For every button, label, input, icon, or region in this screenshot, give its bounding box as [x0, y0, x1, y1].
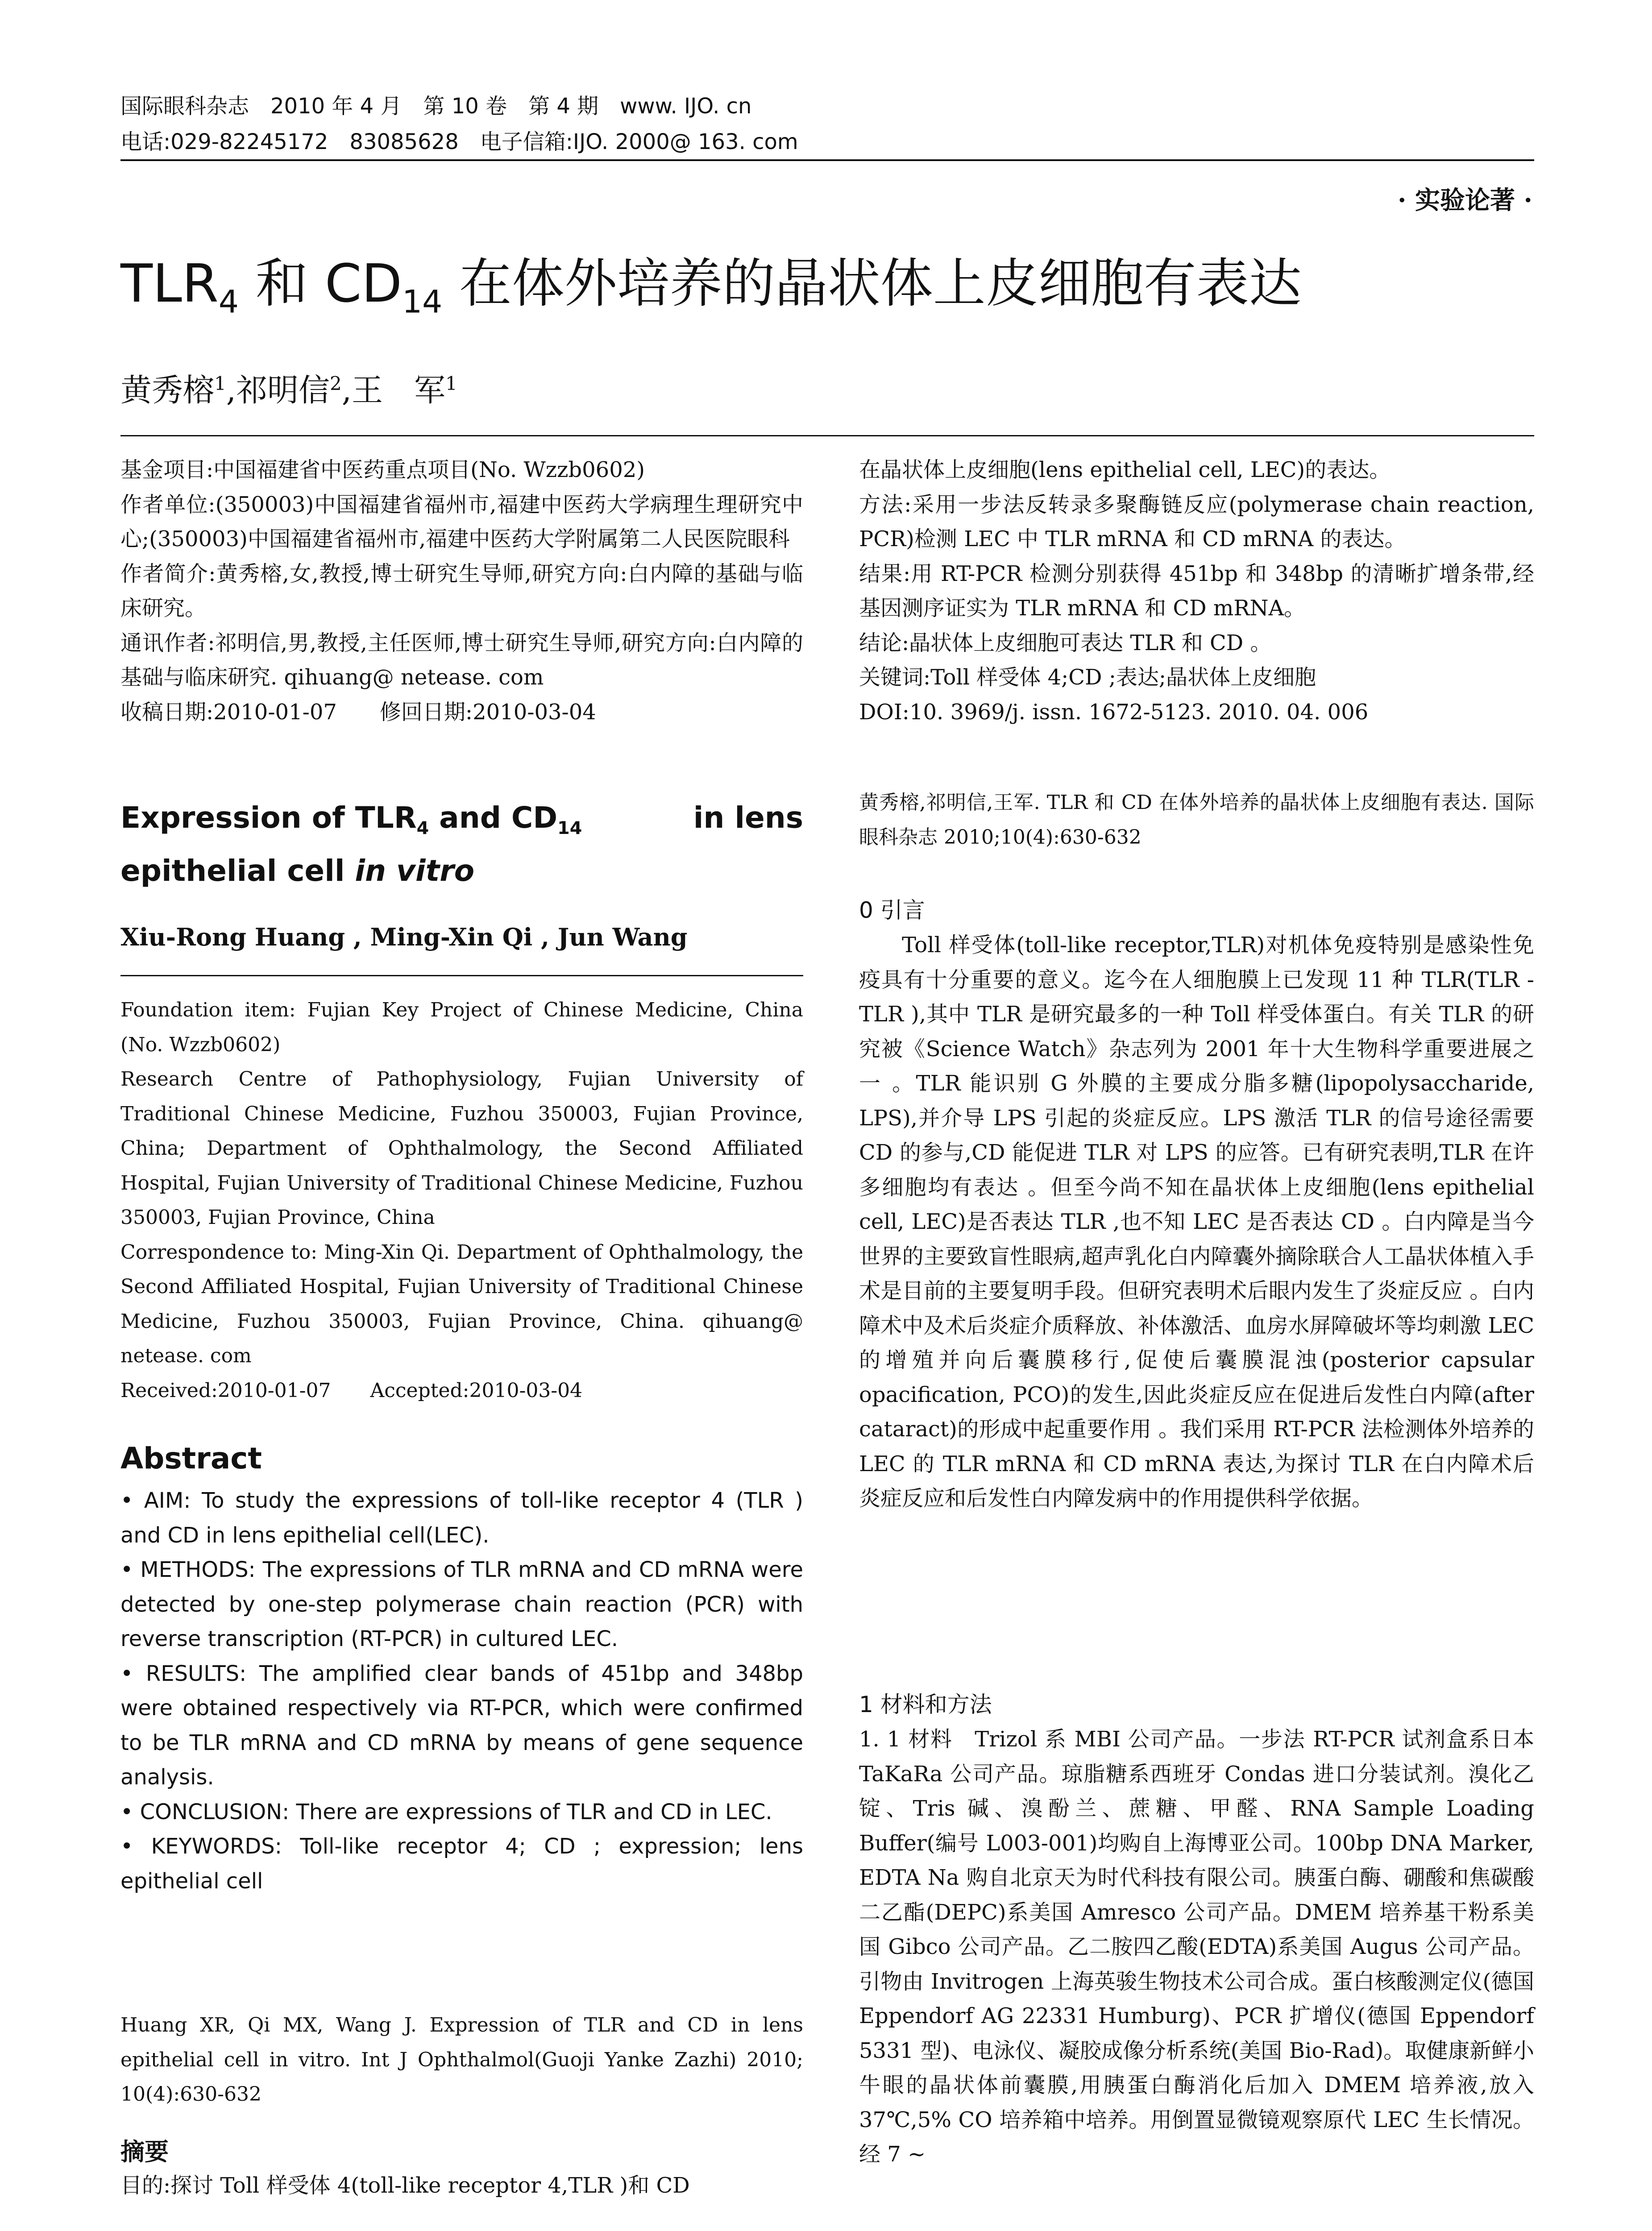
section-tag: · 实验论著 ·	[1398, 186, 1532, 215]
abstract-heading: Abstract	[120, 1441, 262, 1476]
cn-citation: 黄秀榕,祁明信,王军. TLR 和 CD 在体外培养的晶状体上皮细胞有表达. 国际眼科杂志 2010;10(4):630-632	[859, 791, 1534, 849]
english-citation: Huang XR, Qi MX, Wang J. Expression of TLR and CD in lens epithelial cell in vitro. Int J Ophthalmol(Guoji Yanke Zazhi) 2010; 10(4):630-632	[120, 2014, 803, 2106]
english-correspondence: Correspondence to: Ming-Xin Qi. Department of Ophthalmology, the Second Affiliated Hospital, Fujian University of Traditional Chinese Medicine, Fuzhou 350003, Fujian Province, China. qihuang@ netease. com	[120, 1240, 803, 1367]
header-rule	[120, 159, 1534, 161]
cn-abstract-conclusion: 结论:晶状体上皮细胞可表达 TLR 和 CD 。	[859, 630, 1272, 655]
english-title-line-1	[120, 796, 803, 850]
en-title-part-d: epithelial cell	[120, 854, 355, 888]
en-title-part-b: and CD	[429, 800, 558, 835]
english-authors-rule	[120, 975, 803, 976]
english-affiliation: Research Centre of Pathophysiology, Fujian University of Traditional Chinese Medicine, Fuzhou 350003, Fujian Province, China; Department of Ophthalmology, the Second Affiliated Hospital, Fujian University of Traditional Chinese Medicine, Fuzhou 350003, Fujian Province, China	[120, 1068, 803, 1229]
en-title-part-a: Expression of TLR	[120, 800, 417, 835]
author-1-affiliation: 1	[214, 373, 226, 394]
en-title-italic: in vitro	[355, 854, 475, 888]
journal-header-line: 国际眼科杂志 2010 年 4 月 第 10 卷 第 4 期 www. IJO. cn	[120, 94, 752, 119]
english-title-line-2	[120, 850, 803, 892]
english-title	[120, 796, 803, 892]
author-bio: 作者简介:黄秀榕,女,教授,博士研究生导师,研究方向:白内障的基础与临床研究。	[120, 561, 803, 621]
authors-cn	[120, 361, 457, 412]
abstract-conclusion: • CONCLUSION: There are expressions of TLR and CD in LEC.	[120, 1799, 772, 1825]
title-subscript-1: 4	[218, 283, 239, 320]
abstract-aim: • AIM: To study the expressions of toll-like receptor 4 (TLR ) and CD in lens epithelial cell(LEC).	[120, 1488, 803, 1548]
dates-info: 收稿日期:2010-01-07 修回日期:2010-03-04	[120, 699, 596, 725]
abstract-results: • RESULTS: The amplified clear bands of 451bp and 348bp were obtained respectively via RT-PCR, which were confirmed to be TLR mRNA and CD mRNA by means of gene sequence analysis.	[120, 1661, 803, 1790]
author-1: 黄秀榕	[120, 372, 214, 409]
authors-rule	[120, 435, 1534, 436]
intro-paragraph: Toll 样受体(toll-like receptor,TLR)对机体免疫特别是感染性免疫具有十分重要的意义。迄今在人细胞膜上已发现 11 种 TLR(TLR - TLR ),其中 TLR 是研究最多的一种 Toll 样受体蛋白。有关 TLR 的研究被《Science Watch》杂志列为 2001 年十大生物科学重要进展之一 。TLR 能识别 G 外膜的主要成分脂多糖(lipopolysaccharide, LPS),并介导 LPS 引起的炎症反应。LPS 激活 TLR 的信号途径需要 CD 的参与,CD 能促进 TLR 对 LPS 的应答。已有研究表明,TLR 在许多细胞均有表达 。但至今尚不知在晶状体上皮细胞(lens epithelial cell, LEC)是否表达 TLR ,也不知 LEC 是否表达 CD 。白内障是当今世界的主要致盲性眼病,超声乳化白内障囊外摘除联合人工晶状体植入手术是目前的主要复明手段。但研究表明术后眼内发生了炎症反应 。白内障术中及术后炎症介质释放、补体激活、血房水屏障破坏等均刺激 LEC 的增殖并向后囊膜移行,促使后囊膜混浊(posterior capsular opacification, PCO)的发生,因此炎症反应在促进后发性白内障(after cataract)的形成中起重要作用 。我们采用 RT-PCR 法检测体外培养的 LEC 的 TLR mRNA 和 CD mRNA 表达,为探讨 TLR 在白内障术后炎症反应和后发性白内障发病中的作用提供科学依据。	[859, 933, 1534, 1511]
en-title-sub-2: 14	[557, 818, 582, 839]
title-part-3: 在体外培养的晶状体上皮细胞有表达	[442, 253, 1302, 314]
author-3-affiliation: 1	[445, 373, 457, 394]
cn-abstract-block	[859, 453, 1534, 730]
fund-info: 基金项目:中国福建省中医药重点项目(No. Wzzb0602)	[120, 457, 645, 482]
affiliation-info: 作者单位:(350003)中国福建省福州市,福建中医药大学病理生理研究中心;(350003)中国福建省福州市,福建中医药大学附属第二人民医院眼科	[120, 492, 803, 552]
contact-header-line: 电话:029-82245172 83085628 电子信箱:IJO. 2000@ 163. com	[120, 129, 798, 154]
doi: DOI:10. 3969/j. issn. 1672-5123. 2010. 04. 006	[859, 699, 1369, 725]
cn-abstract-methods: 方法:采用一步法反转录多聚酶链反应(polymerase chain reaction, PCR)检测 LEC 中 TLR mRNA 和 CD mRNA 的表达。	[859, 492, 1534, 552]
cn-keywords: 关键词:Toll 样受体 4;CD ;表达;晶状体上皮细胞	[859, 665, 1316, 690]
foundation-item: Foundation item: Fujian Key Project of Chinese Medicine, China (No. Wzzb0602)	[120, 999, 803, 1056]
cn-abstract-aim-right: 在晶状体上皮细胞(lens epithelial cell, LEC)的表达。	[859, 457, 1391, 482]
title-part-1: TLR	[120, 253, 219, 314]
en-title-expression	[120, 796, 582, 850]
title-subscript-2: 14	[402, 283, 443, 320]
author-2: ,祁明信	[226, 372, 330, 409]
cn-abstract-heading: 摘要	[120, 2138, 169, 2166]
intro-heading: 0 引言	[859, 897, 925, 923]
methods-paragraph: 1. 1 材料 Trizol 系 MBI 公司产品。一步法 RT-PCR 试剂盒系日本 TaKaRa 公司产品。琼脂糖系西班牙 Condas 进口分装试剂。溴化乙锭、Tris 碱、溴酚兰、蔗糖、甲醛、RNA Sample Loading Buffer(编号 L003-001)均购自上海博亚公司。100bp DNA Marker, EDTA Na 购自北京天为时代科技有限公司。胰蛋白酶、硼酸和焦碳酸二乙酯(DEPC)系美国 Amresco 公司产品。DMEM 培养基干粉系美国 Gibco 公司产品。乙二胺四乙酸(EDTA)系美国 Augus 公司产品。引物由 Invitrogen 上海英骏生物技术公司合成。蛋白核酸测定仪(德国 Eppendorf AG 22331 Humburg)、PCR 扩增仪(德国 Eppendorf 5331 型)、电泳仪、凝胶成像分析系统(美国 Bio-Rad)。取健康新鲜小牛眼的晶状体前囊膜,用胰蛋白酶消化后加入 DMEM 培养液,放入 37℃,5% CO 培养箱中培养。用倒置显微镜观察原代 LEC 生长情况。经 7 ~	[859, 1727, 1534, 2167]
english-info-block	[120, 993, 803, 1408]
methods-heading: 1 材料和方法	[859, 1692, 992, 1717]
english-authors: Xiu-Rong Huang , Ming-Xin Qi , Jun Wang	[120, 923, 688, 951]
author-3: ,王 军	[341, 372, 445, 409]
en-title-part-c: in lens	[693, 800, 803, 835]
english-dates: Received:2010-01-07 Accepted:2010-03-04	[120, 1379, 583, 1402]
abstract-methods: • METHODS: The expressions of TLR mRNA and CD mRNA were detected by one-step polymerase chain reaction (PCR) with reverse transcription (RT-PCR) in cultured LEC.	[120, 1557, 803, 1651]
left-info-block	[120, 453, 803, 730]
correspondence-info: 通讯作者:祁明信,男,教授,主任医师,博士研究生导师,研究方向:白内障的基础与临床研究. qihuang@ netease. com	[120, 630, 803, 690]
abstract-keywords: • KEYWORDS: Toll-like receptor 4; CD ; expression; lens epithelial cell	[120, 1834, 803, 1894]
author-2-affiliation: 2	[330, 373, 342, 394]
cn-abstract-aim-left: 目的:探讨 Toll 样受体 4(toll-like receptor 4,TLR )和 CD	[120, 2173, 690, 2198]
title-part-2: 和 CD	[238, 253, 403, 314]
article-title	[120, 250, 1302, 336]
cn-abstract-results: 结果:用 RT-PCR 检测分别获得 451bp 和 348bp 的清晰扩增条带,经基因测序证实为 TLR mRNA 和 CD mRNA。	[859, 561, 1534, 621]
en-title-sub-1: 4	[416, 818, 429, 839]
english-abstract	[120, 1484, 803, 1899]
